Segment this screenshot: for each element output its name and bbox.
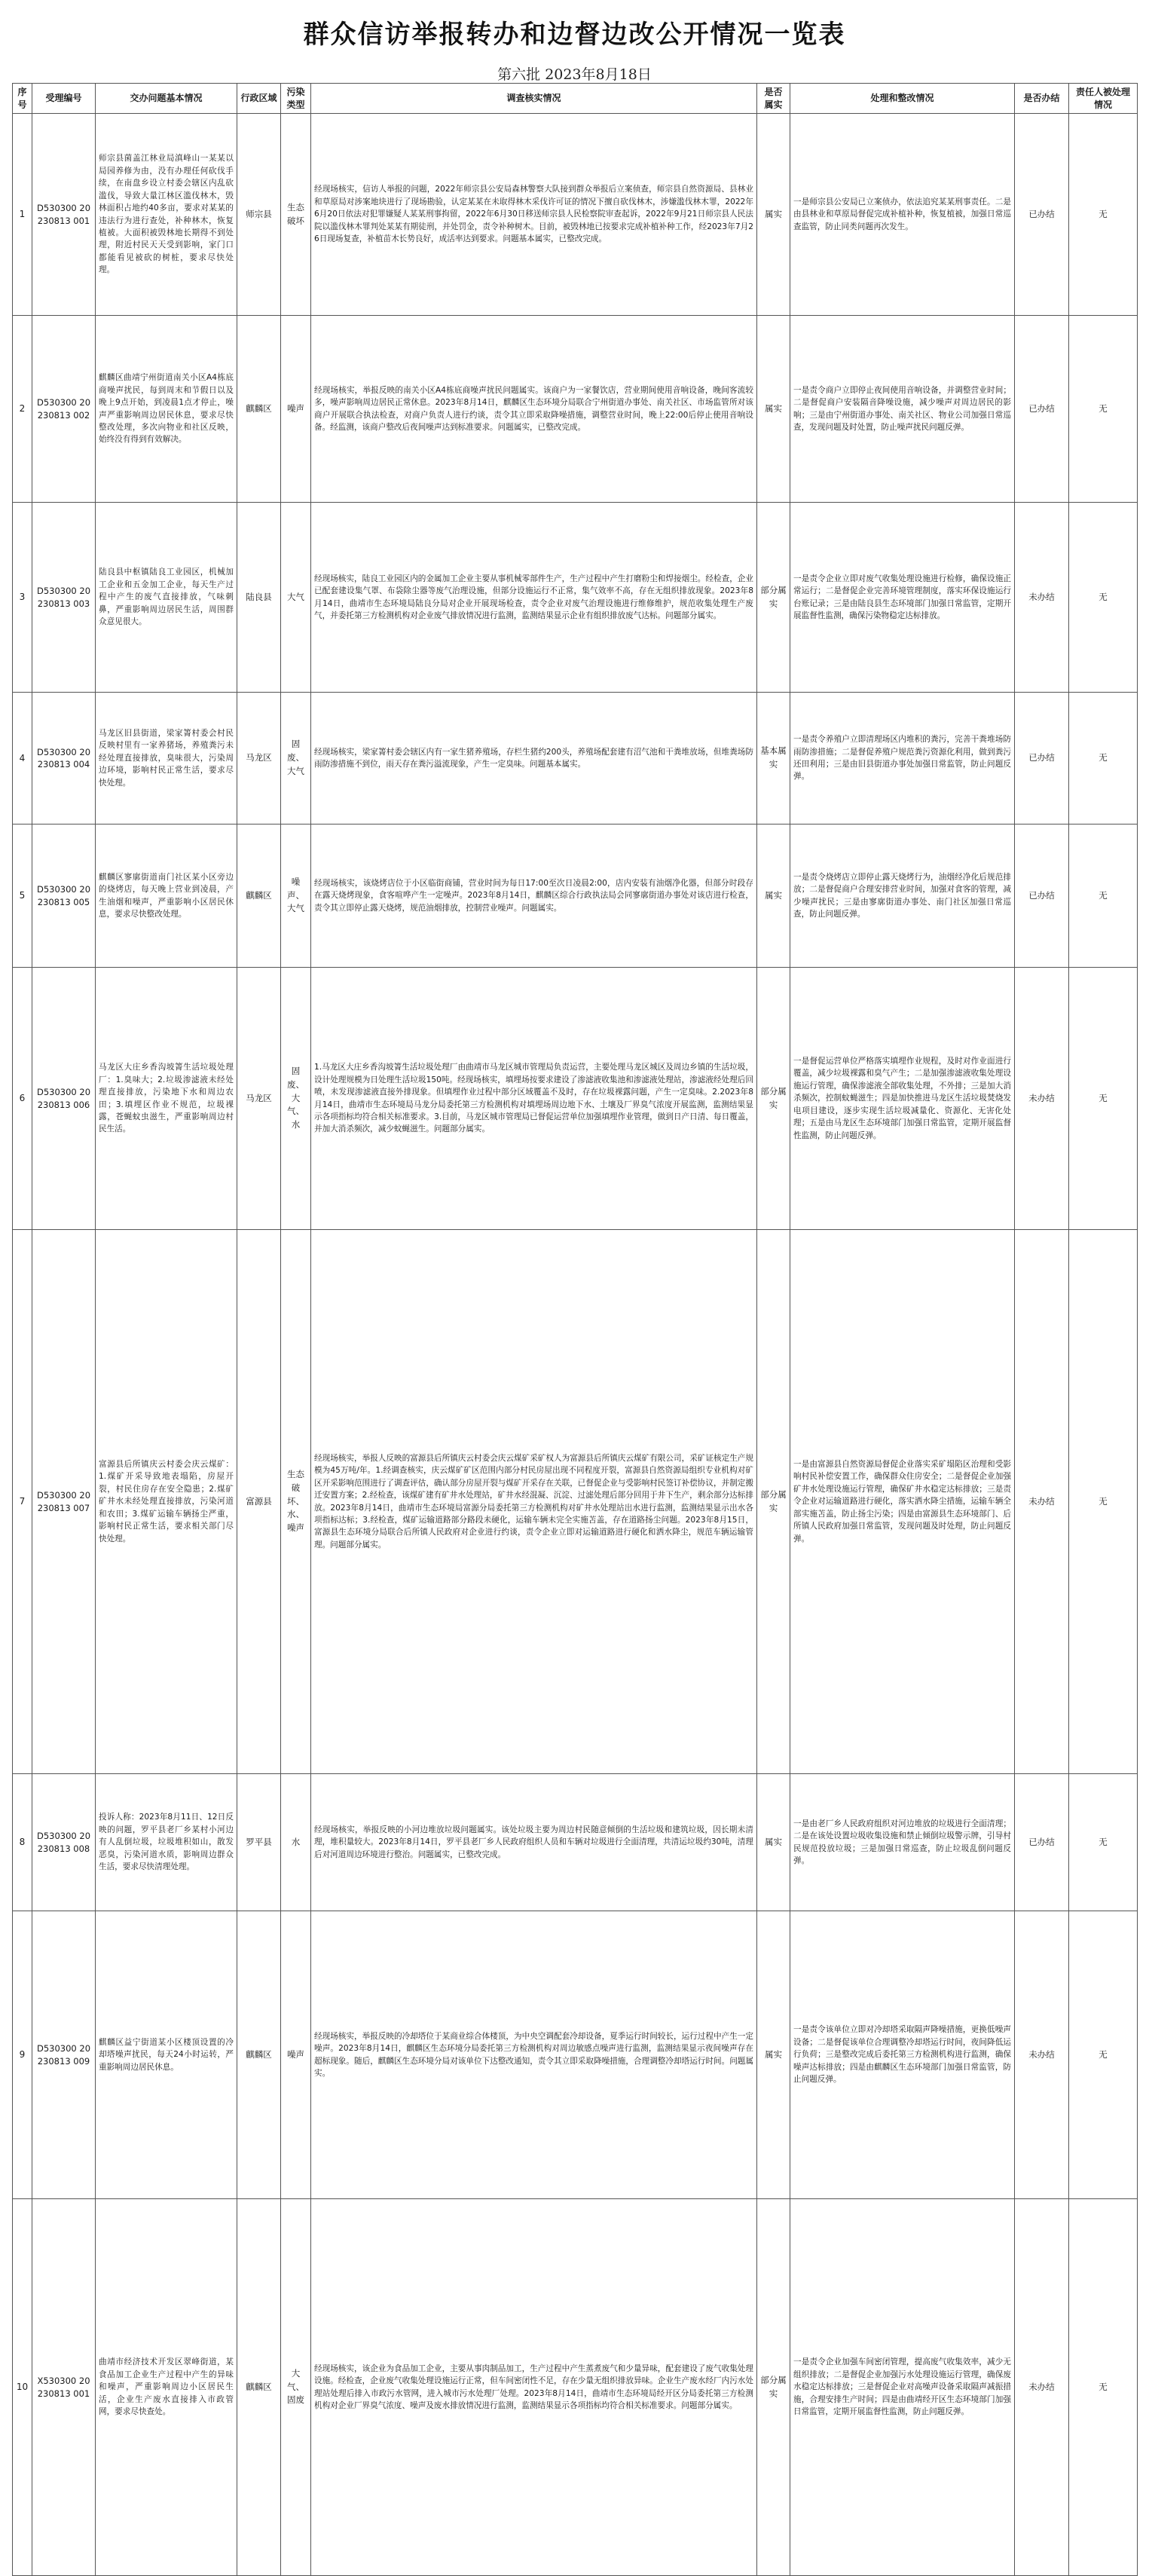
cell-handling: 一是责令企业加强车间密闭管理，提高废气收集效率，减少无组织排放；二是督促企业加强污水处理设施运行管理，确保废水稳定达标排放；三是督促企业对高噪声设备采取隔声减振措施，合理安排生产时间；四是由曲靖经开区生态环境部门加强日常监管，定期开展监督性监测，防止问题反弹。 [790, 2199, 1015, 2576]
cell-handling: 一是由富源县自然资源局督促企业落实采矿塌陷区治理和受影响村民补偿安置工作，确保群众住房安全；二是督促企业加强矿井水处理设施运行管理，确保矿井水稳定达标排放；三是责令企业对运输道路进行硬化，落实洒水降尘措施，运输车辆全部实施苫盖，防止扬尘污染；四是由富源县生态环境部门、后所镇人民政府加强日常监管，发现问题及时处理，防止问题反弹。 [790, 1230, 1015, 1774]
cell-handling: 一是责令企业立即对废气收集处理设施进行检修，确保设施正常运行；二是督促企业完善环境管理制度，落实环保设施运行台账记录；三是由陆良县生态环境部门加强日常监管，定期开展监督性监测，确保污染物稳定达标排放。 [790, 503, 1015, 693]
table-header-row [13, 84, 1138, 114]
cell-investigation: 经现场核实，信访人举报的问题，2022年师宗县公安局森林警察大队接到群众举报后立案侦查，师宗县自然资源局、县林业和草原局对涉案地块进行了现场勘验，认定某某在未取得林木采伐许可证的情况下擅自砍伐林木，涉嫌滥伐林木罪，2022年6月20日依法对犯罪嫌疑人某某刑事拘留，2022年6月30日移送师宗县人民检察院审查起诉，2022年9月21日师宗县人民法院以滥伐林木罪判处某某有期徒刑，并处罚金，责令补种树木。目前，被毁林地已按要求完成补植补种工作，经2023年7月26日现场复查，补植苗木长势良好，成活率达到要求。问题基本属实，已整改完成。 [311, 114, 757, 316]
cell-issue: 麒麟区益宁街道某小区楼顶设置的冷却塔噪声扰民，每天24小时运转，严重影响周边居民休息。 [96, 1911, 237, 2199]
cell-no: 9 [13, 1911, 32, 2199]
header-closed: 是否办结 [1015, 84, 1069, 114]
cell-investigation: 经现场核实，陆良工业园区内的金属加工企业主要从事机械零部件生产，生产过程中产生打磨粉尘和焊接烟尘。经检查，企业已配套建设集气罩、布袋除尘器等废气治理设施，但部分设施运行不正常，集气效率不高，存在无组织排放现象。2023年8月14日，曲靖市生态环境局陆良分局对企业开展现场检查，责令企业对废气治理设施进行维修维护，规范收集处理生产废气，并委托第三方检测机构对企业废气排放情况进行监测，监测结果显示企业有组织排放废气达标。问题部分属实。 [311, 503, 757, 693]
table-row [13, 1774, 1138, 1911]
cell-no: 8 [13, 1774, 32, 1911]
cell-issue: 陆良县中枢镇陆良工业园区，机械加工企业和五金加工企业，每天生产过程中产生的废气直接排放，气味刺鼻，严重影响周边居民生活，周围群众意见很大。 [96, 503, 237, 693]
cell-accountability: 无 [1069, 1911, 1138, 2199]
cell-closed: 未办结 [1015, 968, 1069, 1230]
cell-verified: 属实 [757, 825, 790, 968]
cell-investigation: 经现场核实，举报反映的小河边堆放垃圾问题属实。该处垃圾主要为周边村民随意倾倒的生活垃圾和建筑垃圾，因长期未清理，堆积量较大。2023年8月14日，罗平县老厂乡人民政府组织人员和车辆对垃圾进行全面清理，共清运垃圾约30吨，清理后对河道周边环境进行整治。问题属实，已整改完成。 [311, 1774, 757, 1911]
cell-closed: 已办结 [1015, 316, 1069, 503]
cell-handling: 一是责令商户立即停止夜间使用音响设备，并调整营业时间；二是督促商户安装隔音降噪设施，减少噪声对周边居民的影响；三是由宁州街道办事处、南关社区、物业公司加强日常巡查，发现问题及时处置，防止噪声扰民问题反弹。 [790, 316, 1015, 503]
cell-issue: 曲靖市经济技术开发区翠峰街道，某食品加工企业生产过程中产生的异味和噪声，严重影响周边小区居民生活，企业生产废水直接排入市政管网，要求尽快查处。 [96, 2199, 237, 2576]
header-handling: 处理和整改情况 [790, 84, 1015, 114]
cell-district: 富源县 [237, 1230, 281, 1774]
cell-code: D530300 20230813 008 [32, 1774, 96, 1911]
cell-code: D530300 20230813 009 [32, 1911, 96, 2199]
cell-verified: 属实 [757, 114, 790, 316]
cell-code: D530300 20230813 001 [32, 114, 96, 316]
cell-investigation: 1.马龙区大庄乡香沟坡箐生活垃圾处理厂由曲靖市马龙区城市管理局负责运营，主要处理马龙区城区及周边乡镇的生活垃圾，设计处理规模为日处理生活垃圾150吨。经现场核实，填埋场按要求建设了渗滤液收集池和渗滤液处理站，渗滤液经处理后回喷，未发现渗滤液直接外排现象。但填埋作业过程中部分区域覆盖不及时，存在垃圾裸露问题，产生一定臭味。2.2023年8月14日，曲靖市生态环境局马龙分局委托第三方检测机构对填埋场周边地下水、土壤及厂界臭气浓度开展监测，监测结果显示各项指标均符合相关标准要求。3.目前，马龙区城市管理局已督促运营单位加强填埋作业管理，做到日产日清、每日覆盖，并加大消杀频次，减少蚊蝇滋生。问题部分属实。 [311, 968, 757, 1230]
cell-pollution: 大气、固废 [281, 2199, 311, 2576]
cell-accountability: 无 [1069, 316, 1138, 503]
cell-handling: 一是责令烧烤店立即停止露天烧烤行为，油烟经净化后规范排放；二是督促商户合理安排营业时间，加强对食客的管理，减少噪声扰民；三是由寥廓街道办事处、南门社区加强日常巡查，防止问题反弹。 [790, 825, 1015, 968]
cell-pollution: 生态破坏 [281, 114, 311, 316]
cell-accountability: 无 [1069, 503, 1138, 693]
header-code: 受理编号 [32, 84, 96, 114]
cell-accountability: 无 [1069, 2199, 1138, 2576]
cell-no: 10 [13, 2199, 32, 2576]
cell-verified: 属实 [757, 1774, 790, 1911]
cell-code: D530300 20230813 004 [32, 693, 96, 825]
cell-issue: 麒麟区曲靖宁州街道南关小区A4栋底商噪声扰民，每到周末和节假日以及晚上9点开始，到凌晨1点才停止，噪声严重影响周边居民休息，要求尽快整改处理，多次向物业和社区反映，始终没有得到有效解决。 [96, 316, 237, 503]
cell-code: D530300 20230813 005 [32, 825, 96, 968]
cell-accountability: 无 [1069, 1230, 1138, 1774]
cell-issue: 师宗县菌盖江林业局滇峰山一某某以局园养修为由，没有办理任何砍伐手续，在南盘乡设立村委会辖区内乱砍滥伐，导致大量江林区滥伐林木，毁林面积占地约40多亩，要求对某某的违法行为进行查处，补种林木，恢复植被。大面积被毁林地长期得不到处理，附近村民天天受到影响，家门口都能看见被砍的树桩，要求尽快处理。 [96, 114, 237, 316]
cell-issue: 马龙区旧县街道，梁家箐村委会村民反映村里有一家养猪场，养殖粪污未经处理直接排放，臭味很大，污染周边环境，影响村民正常生活，要求尽快处理。 [96, 693, 237, 825]
cell-handling: 一是责令该单位立即对冷却塔采取隔声降噪措施，更换低噪声设备；二是督促该单位合理调整冷却塔运行时间，夜间降低运行负荷；三是整改完成后委托第三方检测机构进行监测，确保噪声达标排放；四是由麒麟区生态环境部门加强日常监管，防止问题反弹。 [790, 1911, 1015, 2199]
cell-closed: 未办结 [1015, 1230, 1069, 1774]
cell-district: 麒麟区 [237, 2199, 281, 2576]
cell-closed: 已办结 [1015, 114, 1069, 316]
cell-district: 陆良县 [237, 503, 281, 693]
cell-code: X530300 20230813 001 [32, 2199, 96, 2576]
cell-handling: 一是师宗县公安局已立案侦办，依法追究某某刑事责任。二是由县林业和草原局督促完成补植补种，恢复植被，加强日常巡查监管，防止同类问题再次发生。 [790, 114, 1015, 316]
header-verified: 是否属实 [757, 84, 790, 114]
header-issue: 交办问题基本情况 [96, 84, 237, 114]
header-no: 序号 [13, 84, 32, 114]
cell-closed: 未办结 [1015, 2199, 1069, 2576]
cell-accountability: 无 [1069, 693, 1138, 825]
cell-code: D530300 20230813 007 [32, 1230, 96, 1774]
table-row [13, 503, 1138, 693]
cell-investigation: 经现场核实，该烧烤店位于小区临街商铺，营业时间为每日17:00至次日凌晨2:00，店内安装有油烟净化器，但部分时段存在露天烧烤现象，食客喧哗产生一定噪声。2023年8月14日，麒麟区综合行政执法局会同寥廓街道办事处对该店进行检查，责令其立即停止露天烧烤，规范油烟排放，控制营业噪声。问题属实。 [311, 825, 757, 968]
cell-closed: 已办结 [1015, 1774, 1069, 1911]
cell-no: 4 [13, 693, 32, 825]
cell-pollution: 固废、大气、水 [281, 968, 311, 1230]
cell-district: 麒麟区 [237, 825, 281, 968]
cell-verified: 基本属实 [757, 693, 790, 825]
cell-no: 1 [13, 114, 32, 316]
cell-verified: 属实 [757, 316, 790, 503]
cell-issue: 富源县后所镇庆云村委会庆云煤矿：1.煤矿开采导致地表塌陷，房屋开裂，村民住房存在安全隐患；2.煤矿矿井水未经处理直接排放，污染河道和农田；3.煤矿运输车辆扬尘严重，影响村民正常生活，要求相关部门尽快处理。 [96, 1230, 237, 1774]
cell-pollution: 水 [281, 1774, 311, 1911]
cell-code: D530300 20230813 002 [32, 316, 96, 503]
cell-district: 马龙区 [237, 968, 281, 1230]
table-row [13, 968, 1138, 1230]
header-investigation: 调查核实情况 [311, 84, 757, 114]
table-row [13, 1911, 1138, 2199]
cell-closed: 未办结 [1015, 1911, 1069, 2199]
cell-no: 7 [13, 1230, 32, 1774]
cell-handling: 一是责令养殖户立即清理场区内堆积的粪污，完善干粪堆场防雨防渗措施；二是督促养殖户规范粪污资源化利用，做到粪污还田利用；三是由旧县街道办事处加强日常监管，防止问题反弹。 [790, 693, 1015, 825]
cell-accountability: 无 [1069, 114, 1138, 316]
cell-district: 师宗县 [237, 114, 281, 316]
cell-handling: 一是督促运营单位严格落实填埋作业规程，及时对作业面进行覆盖，减少垃圾裸露和臭气产生；二是加强渗滤液收集处理设施运行管理，确保渗滤液全部收集处理，不外排；三是加大消杀频次，控制蚊蝇滋生；四是加快推进马龙区生活垃圾焚烧发电项目建设，逐步实现生活垃圾减量化、资源化、无害化处理；五是由马龙区生态环境部门加强日常监管，定期开展监督性监测，防止问题反弹。 [790, 968, 1015, 1230]
cell-issue: 麒麟区寥廓街道南门社区某小区旁边的烧烤店，每天晚上营业到凌晨，产生油烟和噪声，严重影响小区居民休息，要求尽快整改处理。 [96, 825, 237, 968]
header-accountability: 责任人被处理情况 [1069, 84, 1138, 114]
cell-accountability: 无 [1069, 968, 1138, 1230]
cell-no: 5 [13, 825, 32, 968]
cell-handling: 一是由老厂乡人民政府组织对河边堆放的垃圾进行全面清理；二是在该处设置垃圾收集设施和禁止倾倒垃圾警示牌，引导村民规范投放垃圾；三是加强日常巡查，防止垃圾乱倒问题反弹。 [790, 1774, 1015, 1911]
header-pollution: 污染类型 [281, 84, 311, 114]
page-subtitle: 第六批 2023年8月18日 [497, 66, 652, 83]
cell-investigation: 经现场核实，举报反映的冷却塔位于某商业综合体楼顶，为中央空调配套冷却设备，夏季运行时间较长，运行过程中产生一定噪声。2023年8月14日，麒麟区生态环境分局委托第三方检测机构对周边敏感点噪声进行监测，监测结果显示夜间噪声存在超标现象。随后，麒麟区生态环境分局对该单位下达整改通知，责令其立即采取降噪措施，合理调整冷却塔运行时间。问题属实。 [311, 1911, 757, 2199]
cell-pollution: 噪声、大气 [281, 825, 311, 968]
cell-closed: 已办结 [1015, 693, 1069, 825]
cell-district: 罗平县 [237, 1774, 281, 1911]
cell-accountability: 无 [1069, 1774, 1138, 1911]
cell-code: D530300 20230813 006 [32, 968, 96, 1230]
table-row [13, 114, 1138, 316]
header-district: 行政区域 [237, 84, 281, 114]
cell-pollution: 生态破坏、水、噪声 [281, 1230, 311, 1774]
cell-district: 麒麟区 [237, 1911, 281, 2199]
cell-investigation: 经现场核实，举报人反映的富源县后所镇庆云村委会庆云煤矿采矿权人为富源县后所镇庆云煤矿有限公司，采矿证核定生产规模为45万吨/年。1.经调查核实，庆云煤矿矿区范围内部分村民房屋出现不同程度开裂，富源县自然资源局组织专业机构对矿区开采影响范围进行了调查评估，确认部分房屋开裂与煤矿开采存在关联，已督促企业与受影响村民签订补偿协议，并制定搬迁安置方案；2.经检查，该煤矿建有矿井水处理站，矿井水经混凝、沉淀、过滤处理后部分回用于井下生产，剩余部分达标排放。2023年8月14日，曲靖市生态环境局富源分局委托第三方检测机构对矿井水处理站出水进行监测，监测结果显示出水各项指标达标；3.经检查，煤矿运输道路部分路段未硬化，运输车辆未完全实施苫盖，存在道路扬尘问题。2023年8月15日，富源县生态环境分局联合后所镇人民政府对企业进行约谈，责令企业立即对运输道路进行硬化和洒水降尘，规范车辆运输管理。问题部分属实。 [311, 1230, 757, 1774]
table-body [13, 114, 1138, 2576]
cell-closed: 未办结 [1015, 503, 1069, 693]
page-title: 群众信访举报转办和边督边改公开情况一览表 [303, 20, 846, 50]
cell-investigation: 经现场核实，举报反映的南关小区A4栋底商噪声扰民问题属实。该商户为一家餐饮店，营业期间使用音响设备，晚间客流较多，噪声影响周边居民正常休息。2023年8月14日，麒麟区生态环境分局联合宁州街道办事处、南关社区、市场监管所对该商户开展联合执法检查，对商户负责人进行约谈，责令其立即采取降噪措施，调整营业时间，晚上22:00后停止使用音响设备。经监测，该商户整改后夜间噪声达到标准要求。问题属实，已整改完成。 [311, 316, 757, 503]
cell-pollution: 噪声 [281, 1911, 311, 2199]
cell-verified: 部分属实 [757, 968, 790, 1230]
cell-pollution: 大气 [281, 503, 311, 693]
table-row [13, 2199, 1138, 2576]
table-row [13, 316, 1138, 503]
cell-verified: 部分属实 [757, 2199, 790, 2576]
disclosure-table [12, 83, 1138, 2576]
cell-accountability: 无 [1069, 825, 1138, 968]
cell-verified: 部分属实 [757, 1230, 790, 1774]
cell-pollution: 固废、大气 [281, 693, 311, 825]
cell-no: 6 [13, 968, 32, 1230]
cell-issue: 投诉人称：2023年8月11日、12日反映的问题，罗平县老厂乡某村小河边有人乱倒垃圾，垃圾堆积如山，散发恶臭，污染河道水质，影响周边群众生活，要求尽快清理处理。 [96, 1774, 237, 1911]
cell-investigation: 经现场核实，梁家箐村委会辖区内有一家生猪养殖场，存栏生猪约200头，养殖场配套建有沼气池和干粪堆放场，但堆粪场防雨防渗措施不到位，雨天存在粪污溢流现象，产生一定臭味。问题基本属实。 [311, 693, 757, 825]
cell-district: 麒麟区 [237, 316, 281, 503]
cell-closed: 已办结 [1015, 825, 1069, 968]
cell-issue: 马龙区大庄乡香沟坡箐生活垃圾处理厂：1.臭味大；2.垃圾渗滤液未经处理直接排放，污染地下水和周边农田；3.填埋区作业不规范，垃圾裸露，苍蝇蚊虫滋生，严重影响周边村民生活。 [96, 968, 237, 1230]
cell-verified: 属实 [757, 1911, 790, 2199]
cell-no: 2 [13, 316, 32, 503]
cell-pollution: 噪声 [281, 316, 311, 503]
cell-no: 3 [13, 503, 32, 693]
table-row [13, 825, 1138, 968]
cell-district: 马龙区 [237, 693, 281, 825]
cell-verified: 部分属实 [757, 503, 790, 693]
cell-investigation: 经现场核实，该企业为食品加工企业，主要从事肉制品加工，生产过程中产生蒸煮废气和少量异味，配套建设了废气收集处理设施。经检查，企业废气收集处理设施运行正常，但车间密闭性不足，存在少量无组织排放异味。企业生产废水经厂内污水处理站处理后排入市政污水管网，进入城市污水处理厂处理。2023年8月14日，曲靖市生态环境局经开区分局委托第三方检测机构对企业厂界臭气浓度、噪声及废水排放情况进行监测，监测结果显示各项指标均符合相关标准要求。问题部分属实。 [311, 2199, 757, 2576]
cell-code: D530300 20230813 003 [32, 503, 96, 693]
table-row [13, 693, 1138, 825]
table-row [13, 1230, 1138, 1774]
